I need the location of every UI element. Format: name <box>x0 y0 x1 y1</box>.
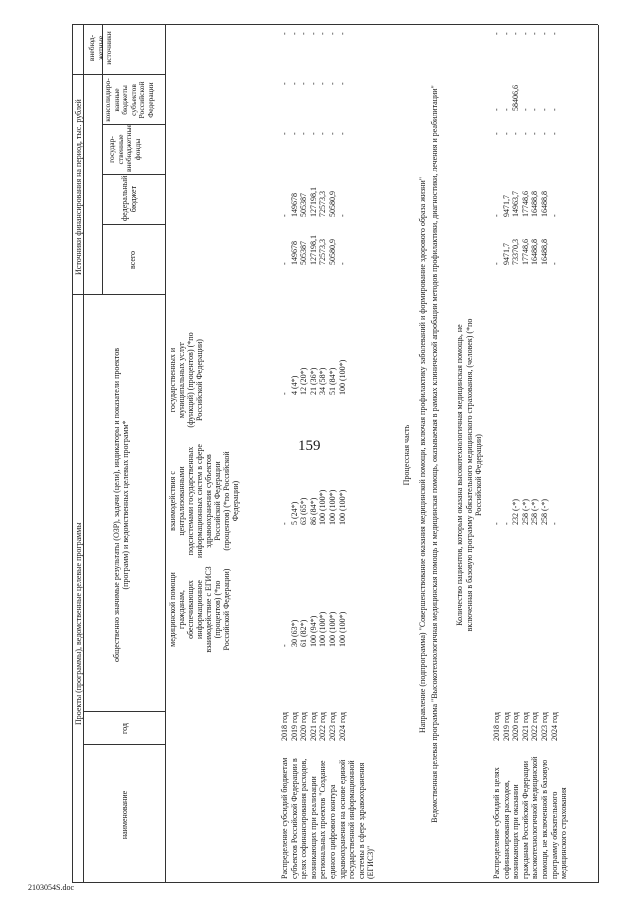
table-right-border <box>72 24 598 25</box>
divider-consolidated <box>102 124 165 125</box>
row1-offbudget-values: - - - - - - - <box>280 132 347 135</box>
row2-consolidated-values: - - 58406,6 - - - - <box>492 85 559 111</box>
row1-ind3-values: - 4 (4*) 12 (20*) 21 (36*) 34 (58*) 51 (84*) 100 (100*) <box>280 359 347 395</box>
divider-offbudget <box>102 174 165 175</box>
vcp-title: Ведомственная целевая программа "Высокотехнологичная медицинская помощь и медицинская помощь, оказываемая в рамках клинической апробации методов профилактики, диагностики, лечения и реабилитации" <box>430 85 439 823</box>
header-consolidated: консолидиро-ванные бюджеты субъектов Российской Федерации <box>103 78 155 122</box>
divider-funding <box>72 294 165 295</box>
row1-total-values: - 149678 505387 127198,1 72573,3 50580,9 - <box>280 235 347 265</box>
header-projects-title: Проекты (программы), ведомственные целевые программы <box>74 522 83 725</box>
header-total: всего <box>128 251 137 270</box>
page-number: 159 <box>298 438 321 454</box>
header-year: год <box>120 723 129 734</box>
row1-name: Распределение субсидий бюджетам субъектов Российской Федерации в целях софинансирования расходов, возникающих при реализации региональных проектов "Создание единого цифрового контура здравоохранения на основе единой государственной информационной системы в сфере здравоохранения (ЕГИСЗ)" <box>280 757 376 879</box>
row2-total-values: - 9471,7 73370,3 17748,6 16488,8 16488,8 - <box>492 239 559 265</box>
row1-indicator-3: государственных и муниципальных услуг (функций) (процентов) (*по Российской Федерации) <box>168 332 204 428</box>
row2-federal-values: - 9471,7 14963,7 17748,6 16488,8 16488,8 - <box>492 191 559 217</box>
row2-nonbudget-values: - - - - - - - <box>492 32 559 35</box>
row1-ind2-values: - 5 (24*) 63 (65*) 86 (84*) 100 (100*) 100 (100*) 100 (100*) <box>280 489 347 525</box>
row2-indicator: Количество пациентов, которым оказана высокотехнологичная медицинская помощь, не включенная в базовую программу обязательного медицинского страхования, (человек) (*по Российской Федерации) <box>455 318 484 632</box>
header-results: общественно значимые результаты (ОЗР), задачи (цели), индикаторы и показатели проектов (программ) и ведомственных целевых программ* <box>112 348 130 662</box>
direction-title: Направление (подпрограмма) "Совершенствование оказания медицинской помощи, включая профилактику заболеваний и формирование здорового образа жизни" <box>418 177 427 733</box>
table-left-border <box>72 882 598 883</box>
row1-nonbudget-values: - - - - - - - <box>280 32 347 35</box>
header-offbudget: государ-ственные внебюджетные фонды <box>107 124 142 172</box>
row1-ind1-values: - 30 (63*) 61 (82*) 100 (94*) 100 (100*) 100 (100*) 100 (100*) <box>280 611 347 647</box>
section-process-title: Процессная часть <box>402 424 411 486</box>
footer-filename: 2103054S.doc <box>28 883 74 892</box>
row1-indicator-1: медицинской помощи гражданам, обеспечивающих информационное взаимодействие с ЕГИСЗ (процентов) (*по Российской Федерации) <box>168 566 231 653</box>
header-funding-title: Источники финансирования на период, тыс. рублей <box>74 99 83 275</box>
row2-name: Распределение субсидий в целях софинансирования расходов, возникающих при оказании гражданам Российской Федерации высокотехнологичной медицинской помощи, не включенной в базовую программу обязательного медицинского страхования <box>492 756 569 879</box>
header-federal: федеральный бюджет <box>120 175 138 221</box>
header-nonbudget: внебюд-жетные источники <box>87 31 113 65</box>
divider-nonbudget <box>72 74 165 75</box>
divider-federal <box>102 224 165 225</box>
table-bottom-border <box>598 25 599 883</box>
row1-years: 2018 год 2019 год 2020 год 2021 год 2022 год 2023 год 2024 год <box>280 712 347 741</box>
row2-offbudget-values: - - - - - - - <box>492 132 559 135</box>
row2-years: 2018 год 2019 год 2020 год 2021 год 2022 год 2023 год 2024 год <box>492 712 559 741</box>
header-row-divider <box>83 25 84 883</box>
row1-federal-values: - 149678 505387 127198,1 72573,3 50580,9 - <box>280 187 347 217</box>
row2-indicator-values: - - 232 (-*) 258 (-*) 258 (-*) 258 (-*) - <box>492 499 559 525</box>
row1-consolidated-values: - - - - - - - <box>280 82 347 85</box>
header-name: наименование <box>120 790 129 840</box>
row1-indicator-2: взаимодействия с централизованными подсистемами государственных информационных систем в сфере здравоохранения субъектов Российской Федерации (процентов) (*по Российской Федерации) <box>168 444 240 558</box>
header-bottom-border <box>165 25 166 883</box>
table-top-border <box>72 25 73 883</box>
